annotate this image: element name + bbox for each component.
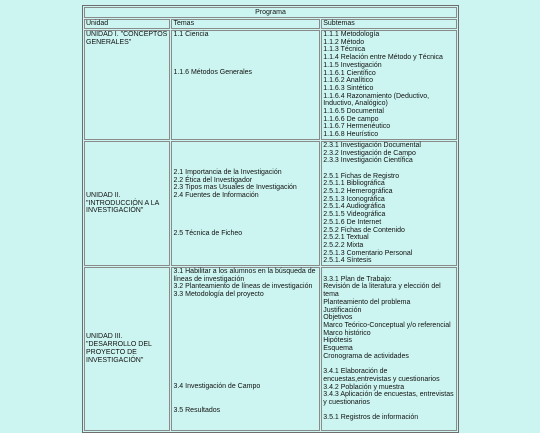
- unit-3-name: UNIDAD III. "DESARROLLO DEL PROYECTO DE INVESTIGACIÓN": [84, 267, 170, 431]
- subtema-item: 2.3.3 Investigación Científica: [323, 157, 413, 165]
- subtema-item: 3.4.2 Población y muestra: [323, 383, 405, 391]
- tema-item: 1.1.6 Métodos Generales: [173, 69, 253, 77]
- subtema-item: 1.1.3 Técnica: [323, 46, 366, 54]
- subtema-item: 1.1.6.6 De campo: [323, 115, 379, 123]
- subtema-item: Esquema: [323, 345, 353, 353]
- subtema-item: Planteamiento del problema: [323, 298, 411, 306]
- subtema-item: 3.4.1 Elaboración de encuestas,entrevistas y cuestionarios: [323, 368, 440, 383]
- unit-2-name: UNIDAD II. "INTRODUCCIÓN A LA INVESTIGACIÓN": [84, 141, 170, 266]
- tema-item: 2.4 Fuentes de Información: [173, 191, 259, 199]
- unit-1-temas: [171, 30, 320, 140]
- subtema-item: 2.5.1.1 Bibliográfica: [323, 180, 385, 188]
- tema-item: 3.3 Metodología del proyecto: [173, 291, 264, 299]
- subtema-item: Cronograma de actividades: [323, 352, 409, 360]
- subtema-item: 2.5.1.5 Videográfica: [323, 211, 386, 219]
- title-row: [84, 7, 457, 18]
- subtema-item: 2.3.2 Investigación de Campo: [323, 149, 416, 157]
- subtema-item: 1.1.2 Método: [323, 38, 365, 46]
- subtema-item: 3.5.1 Registros de información: [323, 414, 419, 422]
- subtema-item: 2.5.1.6 De Internet: [323, 218, 382, 226]
- unit-3-temas: [171, 267, 320, 431]
- unit-row-2: [84, 141, 457, 266]
- tema-item: 1.1 Ciencia: [173, 31, 209, 38]
- table-title: Programa: [84, 7, 457, 18]
- subtema-item: 2.5.1.4 Audiográfica: [323, 203, 386, 211]
- unit-row-3: [84, 267, 457, 431]
- programa-table: [82, 5, 459, 433]
- header-temas: Temas: [171, 19, 320, 29]
- subtema-item: Marco histórico: [323, 329, 371, 337]
- tema-item: 2.5 Técnica de Ficheo: [173, 230, 243, 238]
- subtema-item: 2.5.1 Fichas de Registro: [323, 172, 400, 180]
- tema-item: 3.2 Planteamiento de líneas de investigación: [173, 283, 313, 291]
- tema-item: 2.2 Ética del Investigador: [173, 176, 253, 184]
- tema-item: 3.1 Habilitar a los alumnos en la búsqueda de líneas de investigación: [173, 268, 316, 283]
- subtema-item: 2.5.1.4 Síntesis: [323, 257, 372, 265]
- subtema-item: 3.3.1 Plan de Trabajo:: [323, 275, 392, 283]
- subtema-item: 2.5.2.2 Mixta: [323, 241, 364, 249]
- header-subtemas: Subtemas: [321, 19, 457, 29]
- header-unidad: Unidad: [84, 19, 170, 29]
- unit-2-temas: [171, 141, 320, 266]
- unit-2-subtemas: [321, 141, 457, 266]
- subtema-item: 2.5.2 Fichas de Contenido: [323, 226, 405, 234]
- unit-row-1: [84, 30, 457, 140]
- header-row: [84, 19, 457, 29]
- unit-1-subtemas: [321, 30, 457, 140]
- subtema-item: 1.1.4 Relación entre Método y Técnica: [323, 54, 443, 62]
- subtema-item: 1.1.6.2 Analítico: [323, 77, 374, 85]
- subtema-item: Justificación: [323, 306, 362, 314]
- subtema-item: 1.1.6.8 Heurístico: [323, 131, 379, 139]
- subtema-item: 1.1.6.4 Razonamiento (Deductivo, Inductivo, Analógico): [323, 92, 430, 108]
- subtema-item: Hipótesis: [323, 337, 353, 345]
- subtema-item: 1.1.1 Metodología: [323, 31, 380, 38]
- subtema-item: Revisión de la literatura y elección del tema: [323, 283, 441, 299]
- subtema-item: 3.4.3 Aplicación de encuestas, entrevistas y cuestionarios: [323, 391, 454, 406]
- subtema-item: 1.1.6.7 Hermenéutico: [323, 123, 391, 131]
- subtema-item: Marco Teórico-Conceptual y/o referencial: [323, 321, 451, 329]
- tema-item: 3.5 Resultados: [173, 406, 221, 414]
- subtema-item: 2.3.1 Investigación Documental: [323, 141, 421, 149]
- tema-item: 3.4 Investigación de Campo: [173, 383, 261, 391]
- subtema-item: 1.1.6.3 Sintético: [323, 84, 374, 92]
- unit-1-name: UNIDAD I. "CONCEPTOS GENERALES": [84, 30, 170, 140]
- tema-item: 2.3 Tipos mas Usuales de Investigación: [173, 184, 297, 192]
- subtema-item: 2.5.1.3 Comentario Personal: [323, 249, 413, 257]
- subtema-item: 1.1.6.1 Científico: [323, 69, 376, 77]
- subtema-item: 1.1.6.5 Documental: [323, 108, 384, 116]
- tema-item: 2.1 Importancia de la Investigación: [173, 168, 282, 176]
- subtema-item: 2.5.1.2 Hemerográfica: [323, 188, 393, 196]
- subtema-item: Objetivos: [323, 314, 353, 322]
- subtema-item: 1.1.5 Investigación: [323, 61, 382, 69]
- subtema-item: 2.5.1.3 Iconográfica: [323, 195, 385, 203]
- subtema-item: 2.5.2.1 Textual: [323, 234, 369, 242]
- unit-3-subtemas: [321, 267, 457, 431]
